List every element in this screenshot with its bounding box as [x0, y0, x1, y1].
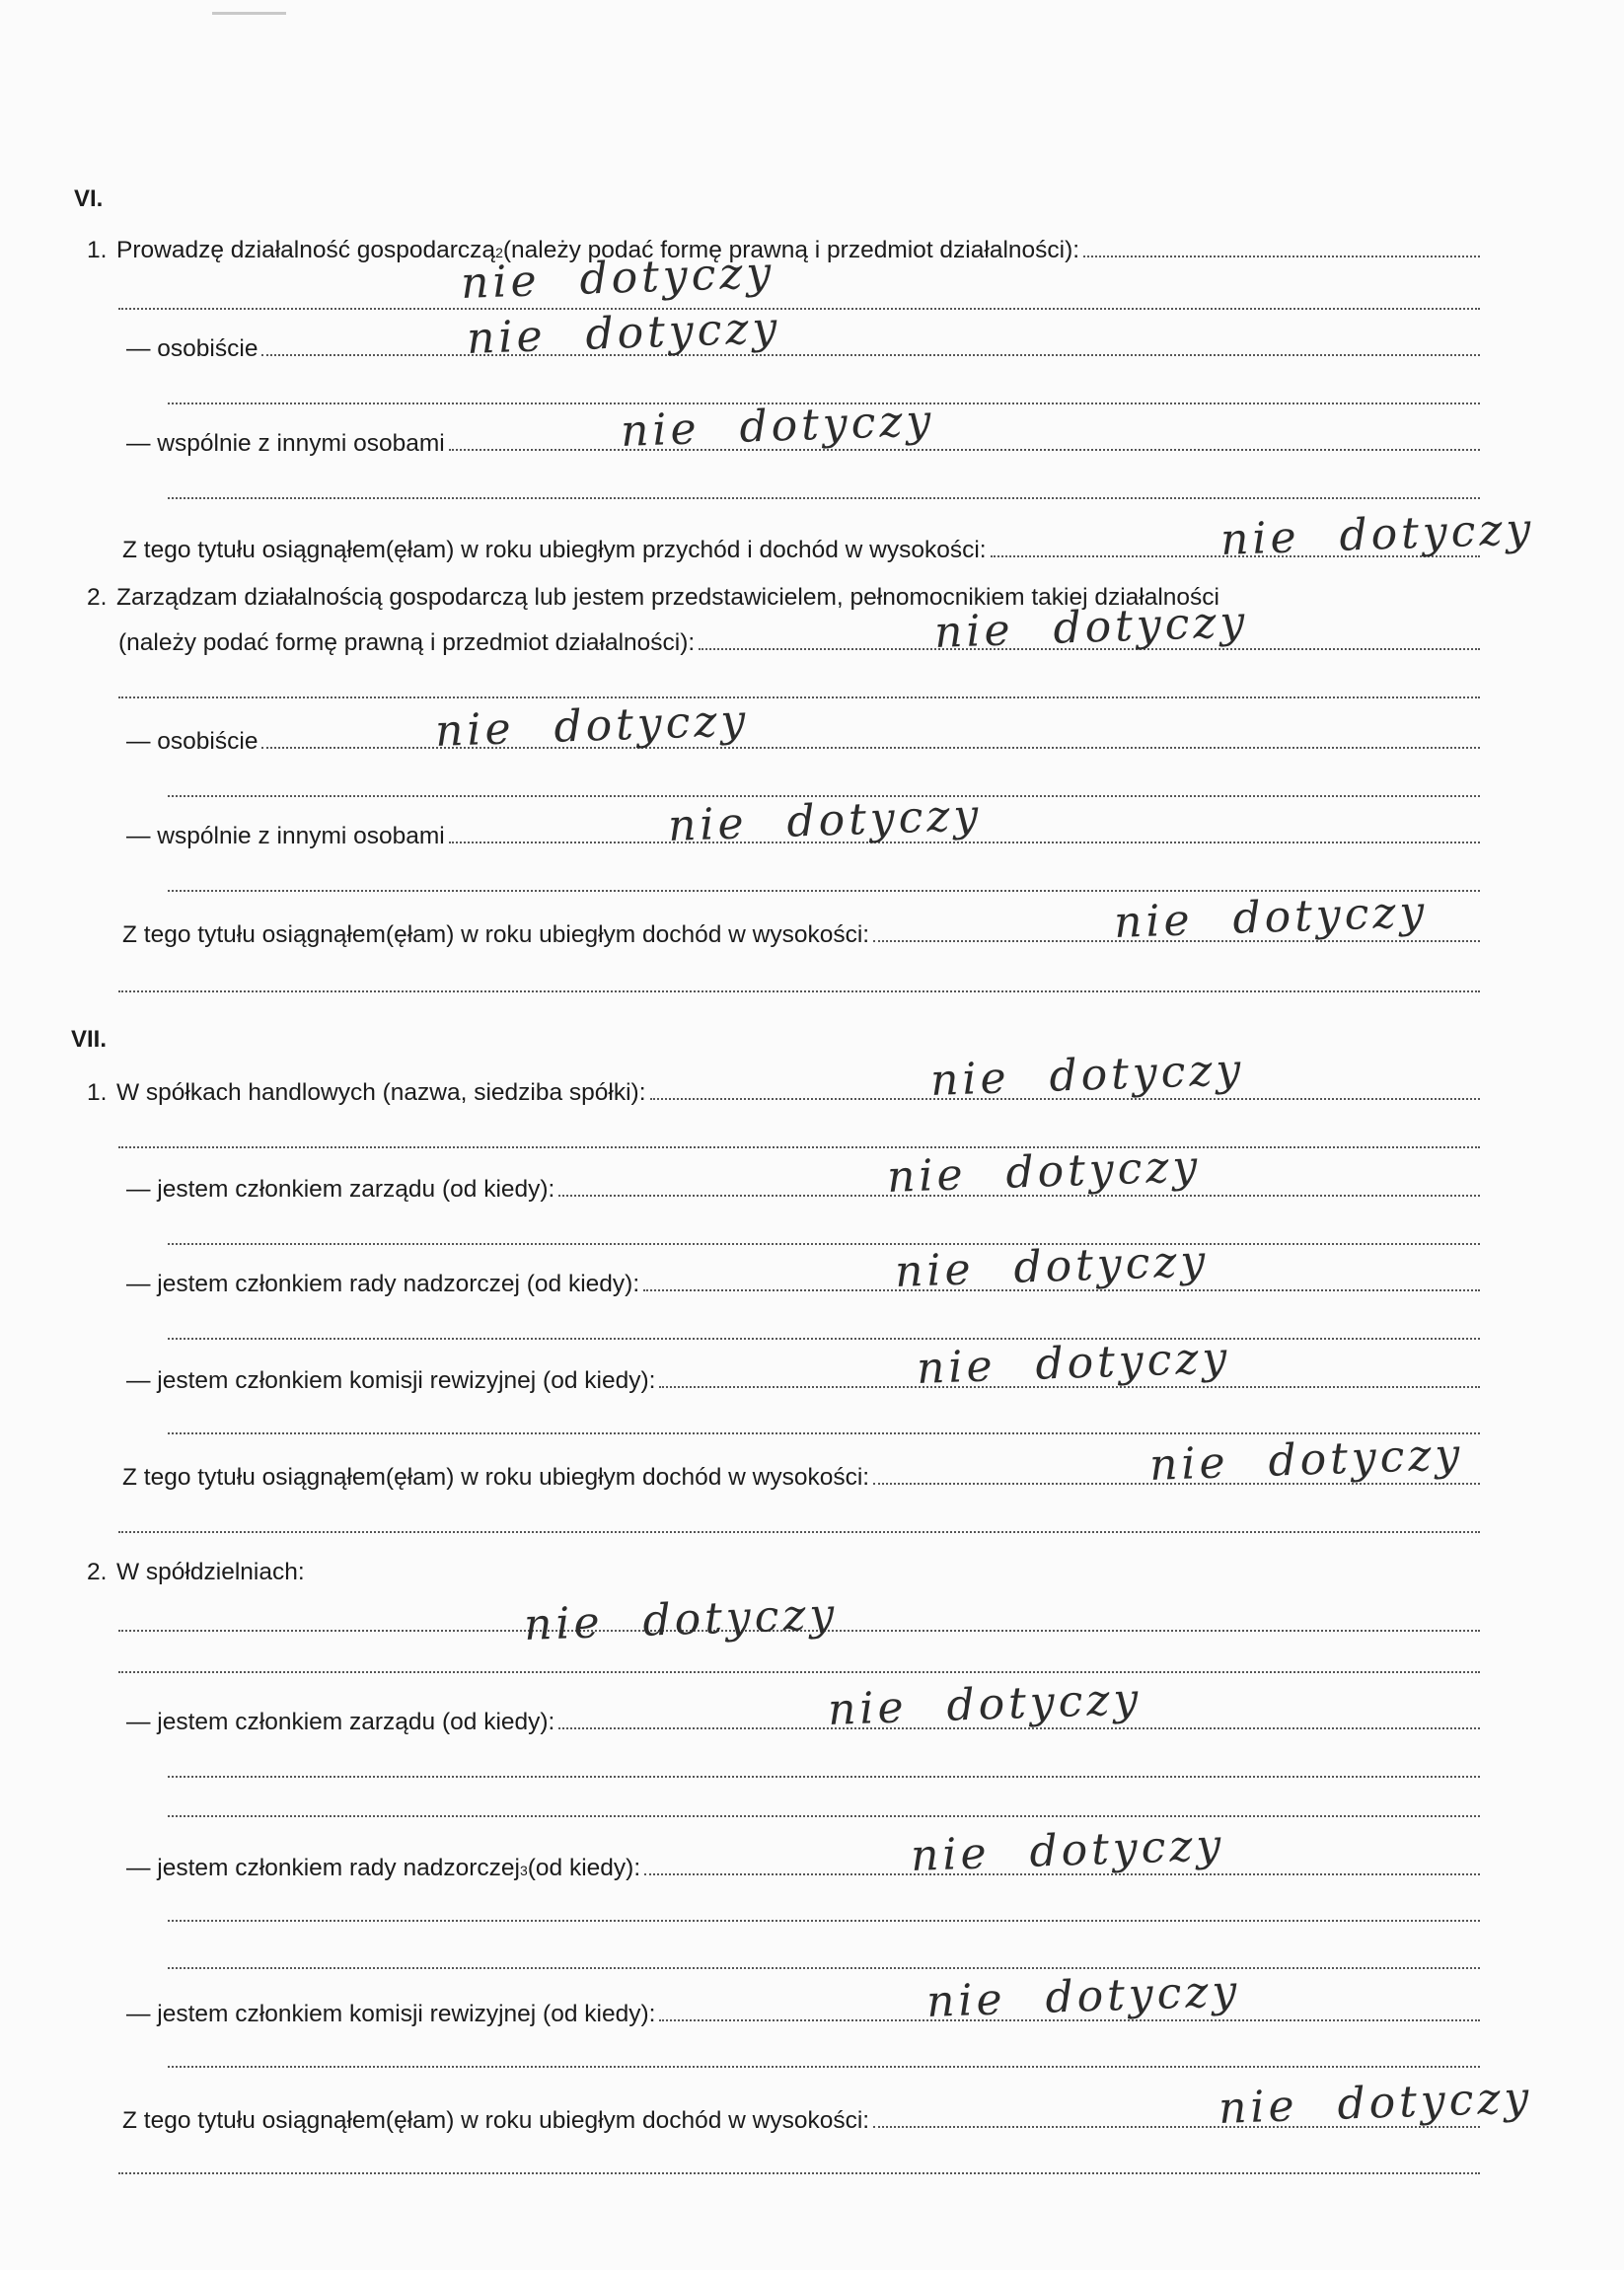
- handwritten-answer: nie dotyczy: [620, 395, 936, 457]
- fill-line: [118, 1671, 1480, 1673]
- fill-line: [118, 2172, 1480, 2174]
- vi-2-number: 2.: [87, 584, 108, 611]
- vi-2-heading: [87, 584, 1480, 612]
- fill-line: [168, 1338, 1480, 1340]
- handwritten-answer: nie dotyczy: [1219, 503, 1536, 565]
- handwritten-answer: nie dotyczy: [933, 596, 1250, 658]
- handwritten-answer: nie dotyczy: [929, 1044, 1246, 1106]
- vi-1-text-after: (należy podać formę prawną i przedmiot działalności):: [502, 237, 1080, 263]
- vii-2-number: 2.: [87, 1559, 108, 1585]
- vii-1-board: — jestem członkiem zarządu (od kiedy):: [126, 1176, 1480, 1204]
- vi-1-heading: 1. Prowadzę działalność gospodarczą 2 (należy podać formę prawną i przedmiot działalności):: [87, 237, 1480, 264]
- handwritten-answer: nie dotyczy: [667, 789, 984, 851]
- fill-line: [118, 1146, 1480, 1148]
- handwritten-answer: nie dotyczy: [1148, 1428, 1465, 1491]
- vii-1-heading: [87, 1079, 1480, 1107]
- fill-line: [168, 1432, 1480, 1434]
- vii-1-income: Z tego tytułu osiągnąłem(ęłam) w roku ubiegłym dochód w wysokości:: [122, 1464, 1480, 1492]
- fill-line: [449, 448, 1480, 451]
- fill-line: [168, 1243, 1480, 1245]
- vi-2-income: Z tego tytułu osiągnąłem(ęłam) w roku ubiegłym dochód w wysokości:: [122, 921, 1480, 949]
- vi-2-personally: — osobiście: [126, 728, 1480, 756]
- fill-line: [261, 353, 1480, 356]
- vi-1-income: Z tego tytułu osiągnąłem(ęłam) w roku ubiegłym przychód i dochód w wysokości:: [122, 537, 1480, 564]
- handwritten-answer: nie dotyczy: [886, 1140, 1203, 1203]
- fill-line: [118, 696, 1480, 698]
- vii-2-supervisory: — jestem członkiem rady nadzorczej 3 (od kiedy):: [126, 1855, 1480, 1882]
- vi-1-text: Prowadzę działalność gospodarczą: [116, 237, 496, 263]
- vii-1-number: 1.: [87, 1079, 108, 1106]
- handwritten-answer: nie dotyczy: [910, 1819, 1226, 1881]
- fill-line: [1083, 255, 1480, 257]
- vii-1-text: W spółkach handlowych (nazwa, siedziba spółki):: [116, 1079, 646, 1106]
- vii-2-audit: — jestem członkiem komisji rewizyjnej (od kiedy):: [126, 2001, 1480, 2028]
- vii-2-board: — jestem członkiem zarządu (od kiedy):: [126, 1709, 1480, 1736]
- scan-artifact: [212, 12, 286, 15]
- vii-1-audit: — jestem członkiem komisji rewizyjnej (od kiedy):: [126, 1367, 1480, 1395]
- vii-2-heading: [87, 1559, 1480, 1586]
- vi-2-jointly: — wspólnie z innymi osobami: [126, 823, 1480, 850]
- vi-2-heading-line2: (należy podać formę prawną i przedmiot działalności):: [118, 629, 1480, 657]
- vii-2-income: Z tego tytułu osiągnąłem(ęłam) w roku ubiegłym dochód w wysokości:: [122, 2107, 1480, 2135]
- handwritten-answer: nie dotyczy: [460, 247, 776, 309]
- section-vii-label: VII.: [71, 1026, 108, 1053]
- handwritten-answer: nie dotyczy: [466, 302, 782, 364]
- fill-line: [118, 308, 1480, 310]
- vii-2-text: W spółdzielniach:: [116, 1559, 305, 1585]
- vi-2-text-line1: Zarządzam działalnością gospodarczą lub jestem przedstawicielem, pełnomocnikiem takiej działalności: [116, 584, 1219, 611]
- handwritten-answer: nie dotyczy: [434, 695, 751, 757]
- vi-1-number: 1.: [87, 237, 108, 263]
- fill-line: [168, 497, 1480, 499]
- fill-line: [168, 1815, 1480, 1817]
- fill-line: [168, 1920, 1480, 1922]
- handwritten-answer: nie dotyczy: [925, 1965, 1242, 2027]
- handwritten-answer: nie dotyczy: [1218, 2072, 1534, 2134]
- vi-1-personally: — osobiście: [126, 335, 1480, 363]
- fill-line: [118, 990, 1480, 992]
- handwritten-answer: nie dotyczy: [827, 1673, 1144, 1735]
- vi-1-jointly: — wspólnie z innymi osobami: [126, 430, 1480, 458]
- handwritten-answer: nie dotyczy: [523, 1588, 840, 1650]
- fill-line: [168, 1967, 1480, 1969]
- fill-line: [118, 1531, 1480, 1533]
- fill-line: [168, 1776, 1480, 1778]
- handwritten-answer: nie dotyczy: [894, 1235, 1211, 1297]
- fill-line: [168, 2066, 1480, 2068]
- section-vi-label: VI.: [74, 185, 104, 212]
- vii-1-supervisory: — jestem członkiem rady nadzorczej (od kiedy):: [126, 1271, 1480, 1298]
- handwritten-answer: nie dotyczy: [1113, 886, 1430, 948]
- handwritten-answer: nie dotyczy: [916, 1332, 1232, 1394]
